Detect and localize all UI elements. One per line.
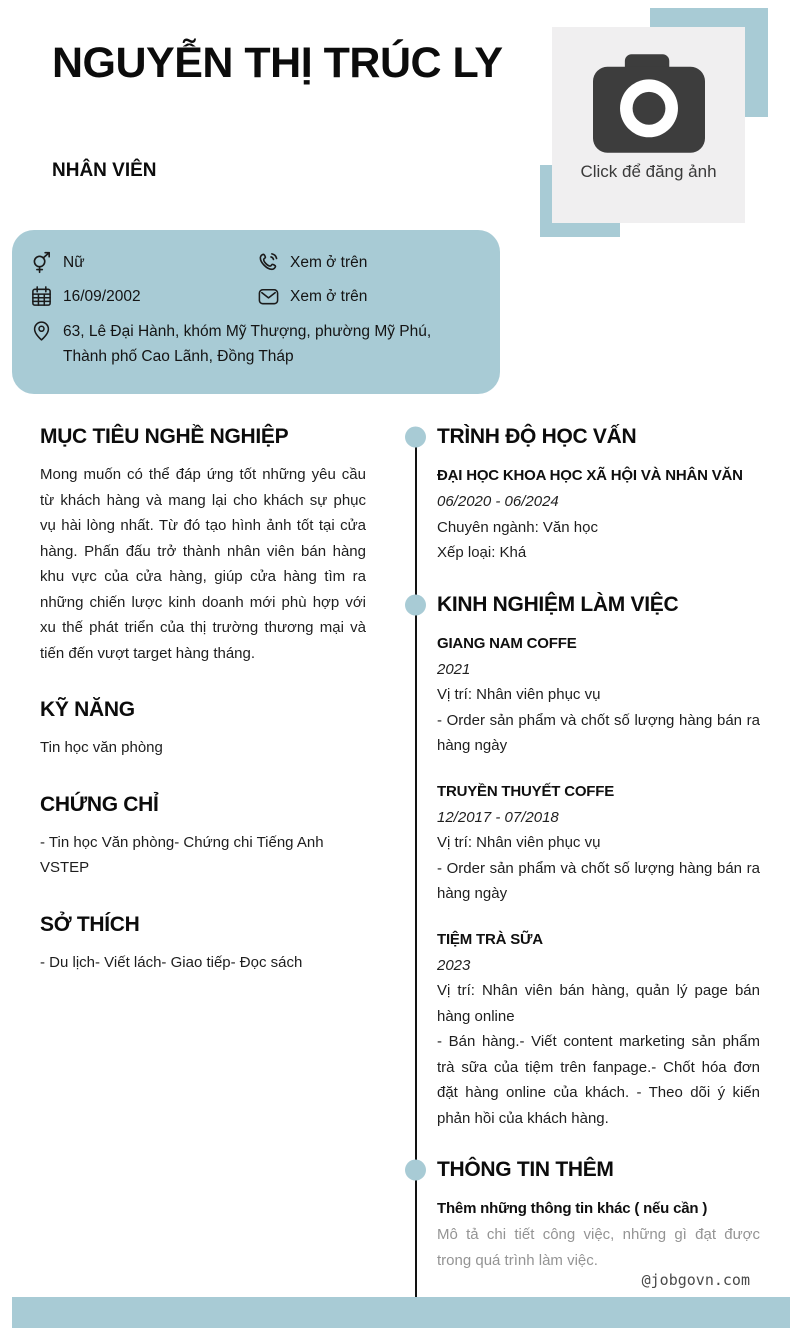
left-column (40, 424, 366, 1006)
candidate-name: NGUYỄN THỊ TRÚC LY (52, 39, 503, 87)
experience-period: 2021 (437, 660, 471, 678)
experience-position: Vị trí: Nhân viên phục vụ (437, 834, 601, 851)
experience-entry (415, 779, 760, 907)
section-hobbies (40, 912, 366, 976)
education-period: 06/2020 - 06/2024 (437, 493, 559, 510)
additional-info-heading-label: THÔNG TIN THÊM (437, 1158, 614, 1181)
experience-entry (415, 631, 760, 759)
experience-period: 2023 (437, 956, 471, 974)
experience-heading (415, 592, 760, 618)
certificates-body: - Tin học Văn phòng- Chứng chi Tiếng Anh VSTEP (40, 833, 324, 876)
certificates-heading: CHỨNG CHỈ (40, 792, 159, 816)
footer-accent-bar (12, 1297, 790, 1328)
section-experience (415, 592, 760, 1132)
section-certificates (40, 792, 366, 881)
hobbies-body: - Du lịch- Viết lách- Giao tiếp- Đọc sách (40, 953, 303, 971)
employer-name: TRUYỀN THUYẾT COFFE (437, 782, 615, 800)
education-entry (415, 463, 760, 566)
employer-name: GIANG NAM COFFE (437, 634, 577, 652)
experience-period: 12/2017 - 07/2018 (437, 808, 559, 826)
phone-value: Xem ở trên (290, 253, 368, 271)
experience-description: - Bán hàng.- Viết content marketing sản phẩm trà sữa của tiệm trên fanpage.- Chốt hóa đơn đặt hàng online của khách. - Theo dõi ý kiến phản hồi của khách hàng. (437, 1033, 760, 1127)
email-icon (257, 285, 280, 308)
gender-value: Nữ (63, 253, 85, 271)
address-value: 63, Lê Đại Hành, khóm Mỹ Thượng, phường Mỹ Phú, Thành phố Cao Lãnh, Đồng Tháp (63, 323, 432, 365)
experience-description: - Order sản phẩm và chốt số lượng hàng bán ra hàng ngày (437, 711, 760, 754)
calendar-icon (30, 285, 53, 308)
phone-icon (257, 251, 280, 274)
camera-icon (593, 54, 705, 153)
contact-phone (257, 251, 476, 274)
candidate-job-title: NHÂN VIÊN (52, 160, 157, 181)
school-name: ĐẠI HỌC KHOA HỌC XÃ HỘI VÀ NHÂN VĂN (437, 467, 743, 484)
experience-heading-label: KINH NGHIỆM LÀM VIỆC (437, 592, 679, 616)
site-watermark: @jobgovn.com (641, 1271, 750, 1289)
timeline-bullet (405, 1160, 426, 1181)
email-value: Xem ở trên (290, 287, 368, 305)
section-education (415, 424, 760, 566)
contact-card (12, 230, 500, 394)
experience-position: Vị trí: Nhân viên bán hàng, quản lý page bán hàng online (437, 982, 760, 1025)
photo-upload-label: Click để đăng ảnh (580, 162, 717, 181)
timeline-bullet (405, 427, 426, 448)
experience-position: Vị trí: Nhân viên phục vụ (437, 686, 601, 703)
contact-gender (30, 251, 257, 274)
section-objective (40, 424, 366, 666)
additional-info-subtitle: Thêm những thông tin khác ( nếu cần ) (437, 1200, 708, 1217)
experience-description: - Order sản phẩm và chốt số lượng hàng bán ra hàng ngày (437, 859, 760, 902)
education-rank: Xếp loại: Khá (437, 544, 527, 561)
education-major: Chuyên ngành: Văn học (437, 518, 598, 536)
additional-info-heading (415, 1157, 760, 1183)
skills-body: Tin học văn phòng (40, 739, 163, 756)
contact-grid (30, 251, 476, 319)
right-column (415, 424, 760, 1299)
contact-address (30, 319, 476, 369)
objective-heading: MỤC TIÊU NGHỀ NGHIỆP (40, 425, 289, 448)
timeline-bullet (405, 594, 426, 615)
employer-name: TIỆM TRÀ SỮA (437, 930, 543, 948)
skills-heading: KỸ NĂNG (40, 698, 135, 721)
education-heading (415, 424, 760, 450)
contact-birthday (30, 285, 257, 308)
additional-info-placeholder: Mô tả chi tiết công việc, những gì đạt được trong quá trình làm việc. (437, 1226, 760, 1269)
gender-icon (30, 251, 53, 274)
contact-email (257, 285, 476, 308)
additional-info-entry (415, 1196, 760, 1273)
section-additional-info (415, 1157, 760, 1273)
objective-body: Mong muốn có thể đáp ứng tốt những yêu cầu từ khách hàng và mang lại cho khách sự phục vụ hài lòng nhất. Từ đó tạo hình ảnh tốt tại cửa hàng. Phấn đấu trở thành nhân viên bán hàng khu vực của cửa hàng, giúp cửa hàng tìm ra những chiến lược kinh doanh mới phù hợp với xu thế phát triển của thị trường thương mại và tiến đến vượt target hàng tháng. (40, 466, 366, 662)
section-skills (40, 697, 366, 761)
photo-upload-button[interactable] (552, 27, 745, 223)
hobbies-heading: SỞ THÍCH (40, 912, 140, 936)
location-icon (30, 319, 53, 342)
experience-entry (415, 927, 760, 1132)
birthday-value: 16/09/2002 (63, 287, 141, 305)
education-heading-label: TRÌNH ĐỘ HỌC VẤN (437, 425, 637, 448)
